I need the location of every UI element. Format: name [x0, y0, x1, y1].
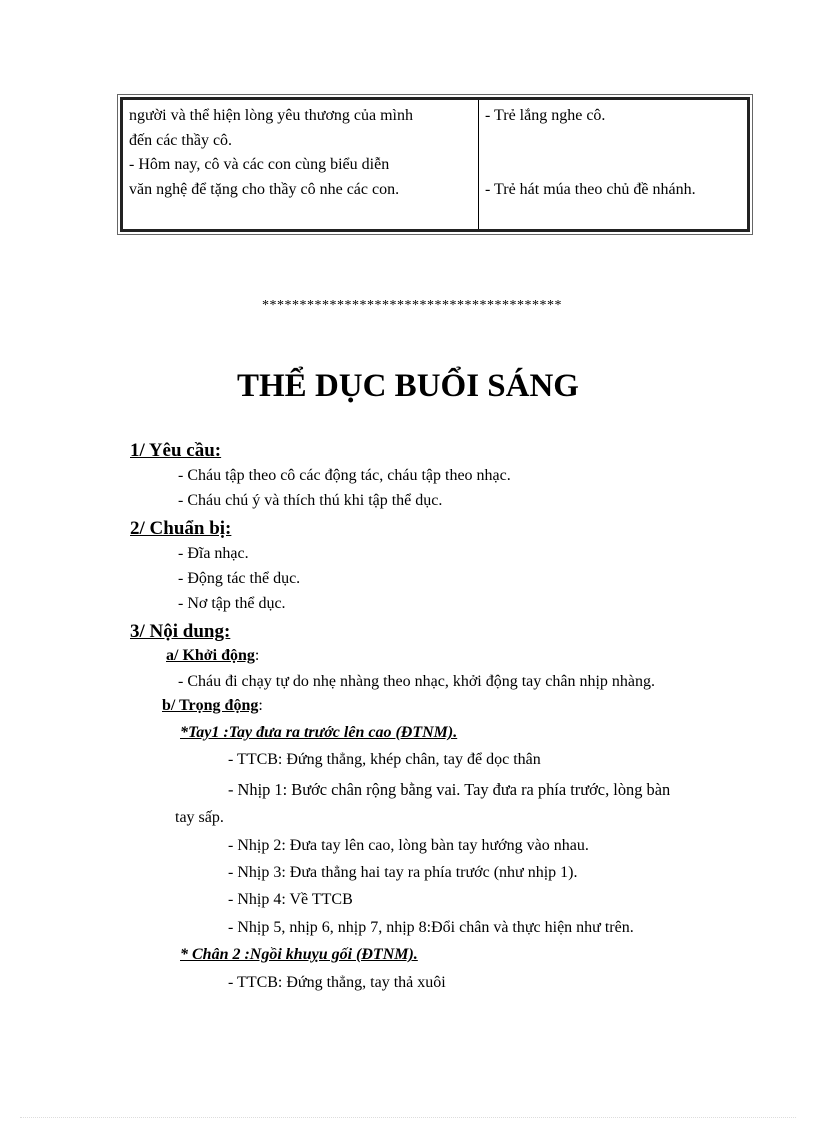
exercise-1-line: tay sấp.: [175, 809, 224, 826]
section-divider: ****************************************: [262, 298, 562, 313]
warmup-label: a/ Khởi động: [166, 647, 255, 664]
exercise-1-line: - Nhịp 1: Bước chân rộng bằng vai. Tay đưa ra phía trước, lòng bàn: [228, 780, 671, 799]
exercise-1-line: - Nhịp 2: Đưa tay lên cao, lòng bàn tay hướng vào nhau.: [228, 837, 589, 854]
exercise-1-line: - Nhịp 4: Về TTCB: [228, 891, 353, 908]
exercise-1-title: *Tay1 :Tay đưa ra trước lên cao (ĐTNM).: [180, 724, 458, 741]
warmup-text: - Cháu đi chạy tự do nhẹ nhàng theo nhạc, khởi động tay chân nhịp nhàng.: [178, 673, 656, 690]
heading-requirements: 1/ Yêu cầu:: [130, 440, 222, 461]
child-activity-2: - Trẻ hát múa theo chủ đề nhánh.: [485, 181, 696, 198]
table-line: - Hôm nay, cô và các con cùng biểu diễn: [129, 156, 390, 173]
exercise-1-line: - Nhịp 3: Đưa thẳng hai tay ra phía trước (như nhịp 1).: [228, 864, 578, 881]
main-colon: :: [258, 697, 263, 714]
subheading-main: [162, 697, 263, 715]
warmup-colon: :: [254, 647, 260, 664]
exercise-2-line: - TTCB: Đứng thẳng, tay thả xuôi: [228, 974, 446, 991]
exercise-2-title: * Chân 2 :Ngồi khuỵu gối (ĐTNM).: [180, 946, 418, 963]
preparation-item: - Nơ tập thể dục.: [178, 595, 286, 612]
heading-content: 3/ Nội dung:: [130, 621, 231, 642]
requirement-item: - Cháu tập theo cô các động tác, cháu tập theo nhạc.: [178, 467, 511, 484]
page-bottom-edge: [20, 1117, 796, 1118]
table-line: người và thể hiện lòng yêu thương của mình: [129, 107, 413, 124]
requirement-item: - Cháu chú ý và thích thú khi tập thể dục.: [178, 492, 443, 509]
subheading-warmup: [166, 647, 259, 665]
heading-preparation: 2/ Chuẩn bị:: [130, 518, 232, 539]
main-label: b/ Trọng động: [162, 697, 259, 714]
teacher-activity-cell: [123, 100, 479, 229]
exercise-1-line: - TTCB: Đứng thẳng, khép chân, tay để dọc thân: [228, 751, 541, 768]
exercise-1-line: - Nhịp 5, nhịp 6, nhịp 7, nhịp 8:Đổi chân và thực hiện như trên.: [228, 919, 634, 936]
page-title: THỂ DỤC BUỔI SÁNG: [237, 368, 579, 404]
child-activity-cell: [479, 100, 747, 229]
child-activity-1: - Trẻ lắng nghe cô.: [485, 107, 606, 124]
table-line: văn nghệ để tặng cho thầy cô nhe các con.: [129, 180, 400, 198]
preparation-item: - Động tác thể dục.: [178, 570, 301, 587]
preparation-item: - Đĩa nhạc.: [178, 545, 249, 562]
activity-table: [120, 97, 750, 232]
table-line: đến các thầy cô.: [129, 131, 233, 149]
